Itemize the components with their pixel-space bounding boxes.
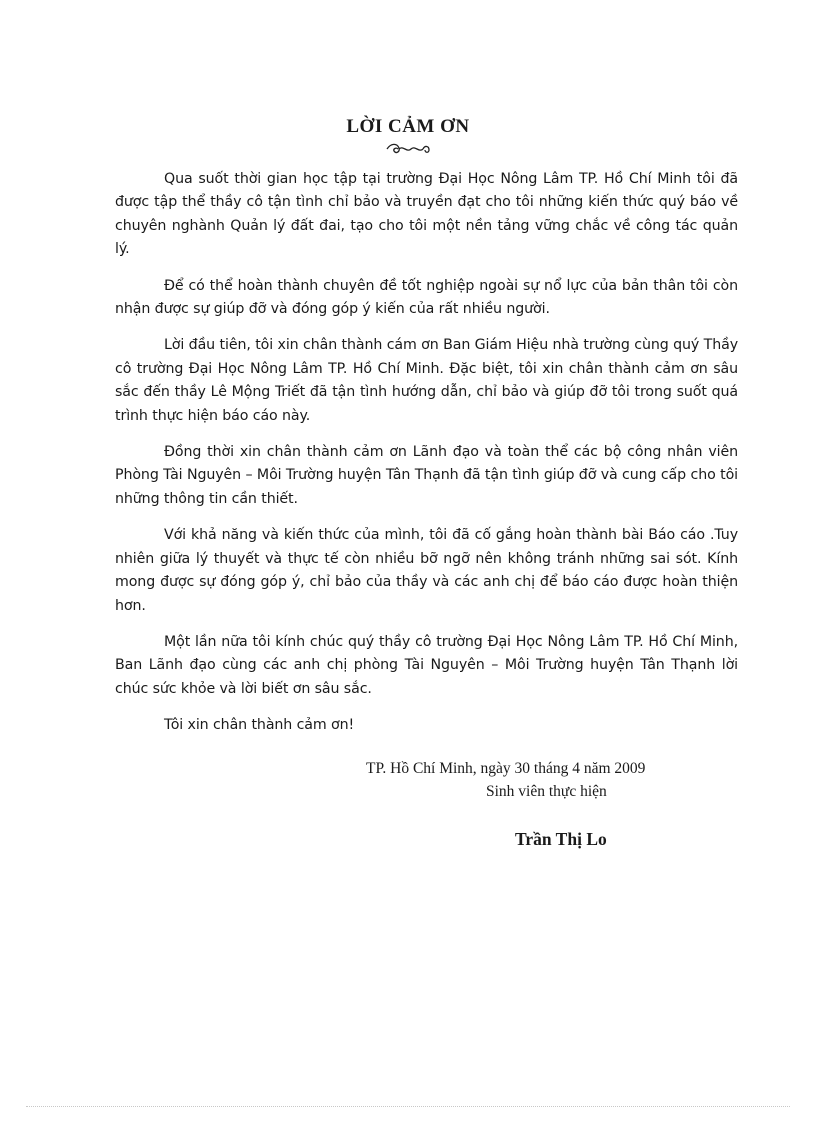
paragraph-thanks-school: Lời đầu tiên, tôi xin chân thành cám ơn Ban Giám Hiệu nhà trường cùng quý Thầy cô trường Đại Học Nông Lâm TP. Hồ Chí Minh. Đặc biệt, tôi xin chân thành cảm ơn sâu sắc đến thầy Lê Mộng Triết đã tận tình hướng dẫn, chỉ bảo và giúp đỡ tôi trong suốt quá trình thực hiện báo cáo này. — [115, 337, 738, 424]
flourish-ornament-icon — [385, 141, 431, 157]
paragraph-wishes: Một lần nữa tôi kính chúc quý thầy cô trường Đại Học Nông Lâm TP. Hồ Chí Minh, Ban Lãnh đạo cùng các anh chị phòng Tài Nguyên – Môi Trường huyện Tân Thạnh lời chúc sức khỏe và lời biết ơn sâu sắc. — [115, 633, 738, 697]
footer-divider — [26, 1106, 790, 1107]
page-title: LỜI CẢM ƠN — [346, 116, 470, 137]
paragraph-intro: Qua suốt thời gian học tập tại trường Đại Học Nông Lâm TP. Hồ Chí Minh tôi đã được tập thể thầy cô tận tình chỉ bảo và truyền đạt cho tôi những kiến thức quý báo về chuyên nghành Quản lý đất đai, tạo cho tôi một nền tảng vững chắc về công tác quản lý. — [115, 171, 738, 258]
signature-place-date: TP. Hồ Chí Minh, ngày 30 tháng 4 năm 2009 — [366, 760, 646, 777]
paragraph-thanks-office: Đồng thời xin chân thành cảm ơn Lãnh đạo và toàn thể các bộ công nhân viên Phòng Tài Nguyên – Môi Trường huyện Tân Thạnh đã tận tình giúp đỡ và cung cấp cho tôi những thông tin cần thiết. — [115, 444, 738, 507]
paragraph-effort: Để có thể hoàn thành chuyên đề tốt nghiệp ngoài sự nổ lực của bản thân tôi còn nhận được sự giúp đỡ và đóng góp ý kiến của rất nhiều người. — [115, 277, 738, 318]
signature-name: Trần Thị Lo — [515, 829, 607, 849]
signature-role: Sinh viên thực hiện — [486, 783, 607, 800]
letter-body — [115, 168, 738, 751]
paragraph-closing: Tôi xin chân thành cảm ơn! — [164, 717, 355, 734]
paragraph-limitations: Với khả năng và kiến thức của mình, tôi đã cố gắng hoàn thành bài Báo cáo .Tuy nhiên giữa lý thuyết và thực tế còn nhiều bỡ ngỡ nên không tránh những sai sót. Kính mong được sự đóng góp ý, chỉ bảo của thầy và các anh chị để báo cáo được hoàn thiện hơn. — [115, 527, 738, 614]
